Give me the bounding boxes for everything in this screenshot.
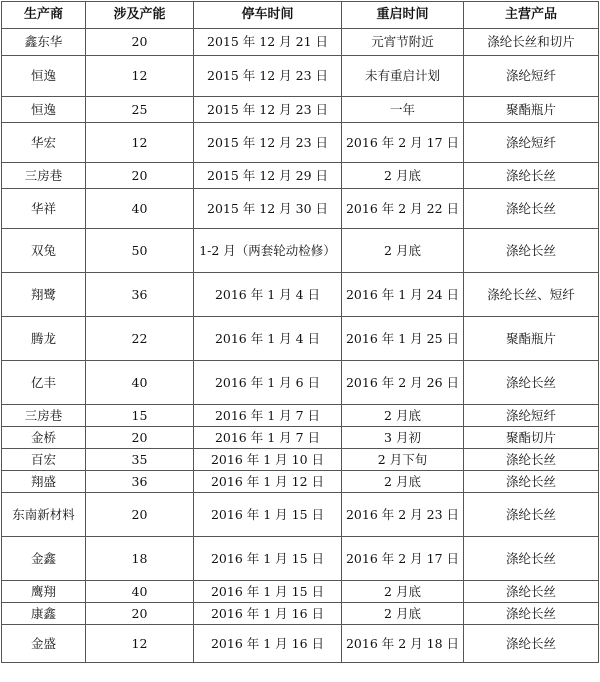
table-row xyxy=(2,29,599,56)
cell-manufacturer: 鹰翔 xyxy=(2,581,86,603)
cell-restart-time: 2016 年 2 月 22 日 xyxy=(342,189,464,229)
cell-restart-time: 未有重启计划 xyxy=(342,56,464,97)
cell-main-product: 涤纶长丝 xyxy=(464,493,599,537)
cell-capacity: 20 xyxy=(86,427,194,449)
cell-main-product: 聚酯切片 xyxy=(464,427,599,449)
cell-restart-time: 2 月下旬 xyxy=(342,449,464,471)
cell-stop-time: 2016 年 1 月 4 日 xyxy=(194,273,342,317)
header-stop-time: 停车时间 xyxy=(194,2,342,29)
cell-capacity: 36 xyxy=(86,273,194,317)
cell-main-product: 涤纶长丝 xyxy=(464,189,599,229)
cell-capacity: 40 xyxy=(86,189,194,229)
cell-main-product: 聚酯瓶片 xyxy=(464,317,599,361)
cell-capacity: 40 xyxy=(86,581,194,603)
cell-manufacturer: 金桥 xyxy=(2,427,86,449)
shutdown-table xyxy=(1,1,599,663)
table-row xyxy=(2,163,599,189)
cell-capacity: 12 xyxy=(86,625,194,663)
cell-restart-time: 2 月底 xyxy=(342,471,464,493)
cell-restart-time: 2 月底 xyxy=(342,603,464,625)
cell-capacity: 25 xyxy=(86,97,194,123)
table-row xyxy=(2,493,599,537)
cell-manufacturer: 双兔 xyxy=(2,229,86,273)
cell-main-product: 涤纶短纤 xyxy=(464,123,599,163)
table-row xyxy=(2,603,599,625)
cell-manufacturer: 翔鹭 xyxy=(2,273,86,317)
cell-restart-time: 2 月底 xyxy=(342,163,464,189)
cell-capacity: 36 xyxy=(86,471,194,493)
cell-main-product: 涤纶长丝 xyxy=(464,163,599,189)
cell-main-product: 涤纶长丝 xyxy=(464,229,599,273)
cell-manufacturer: 恒逸 xyxy=(2,97,86,123)
cell-stop-time: 2015 年 12 月 30 日 xyxy=(194,189,342,229)
cell-restart-time: 一年 xyxy=(342,97,464,123)
cell-stop-time: 2015 年 12 月 21 日 xyxy=(194,29,342,56)
header-main-product: 主营产品 xyxy=(464,2,599,29)
cell-main-product: 涤纶长丝 xyxy=(464,581,599,603)
cell-manufacturer: 金盛 xyxy=(2,625,86,663)
cell-main-product: 涤纶长丝 xyxy=(464,361,599,405)
cell-stop-time: 2015 年 12 月 29 日 xyxy=(194,163,342,189)
table-row xyxy=(2,581,599,603)
cell-main-product: 涤纶长丝和切片 xyxy=(464,29,599,56)
cell-manufacturer: 三房巷 xyxy=(2,405,86,427)
cell-capacity: 15 xyxy=(86,405,194,427)
cell-manufacturer: 百宏 xyxy=(2,449,86,471)
header-manufacturer: 生产商 xyxy=(2,2,86,29)
cell-manufacturer: 华祥 xyxy=(2,189,86,229)
cell-manufacturer: 康鑫 xyxy=(2,603,86,625)
table-row xyxy=(2,97,599,123)
cell-stop-time: 2016 年 1 月 15 日 xyxy=(194,581,342,603)
cell-manufacturer: 亿丰 xyxy=(2,361,86,405)
cell-stop-time: 2016 年 1 月 6 日 xyxy=(194,361,342,405)
table-row xyxy=(2,427,599,449)
cell-capacity: 22 xyxy=(86,317,194,361)
cell-capacity: 40 xyxy=(86,361,194,405)
cell-stop-time: 2015 年 12 月 23 日 xyxy=(194,123,342,163)
cell-restart-time: 2016 年 1 月 24 日 xyxy=(342,273,464,317)
cell-restart-time: 2 月底 xyxy=(342,405,464,427)
header-restart-time: 重启时间 xyxy=(342,2,464,29)
cell-main-product: 涤纶长丝 xyxy=(464,625,599,663)
cell-restart-time: 2016 年 2 月 17 日 xyxy=(342,537,464,581)
cell-restart-time: 3 月初 xyxy=(342,427,464,449)
cell-restart-time: 2016 年 2 月 26 日 xyxy=(342,361,464,405)
table-row xyxy=(2,361,599,405)
cell-stop-time: 2016 年 1 月 7 日 xyxy=(194,427,342,449)
cell-manufacturer: 金鑫 xyxy=(2,537,86,581)
cell-stop-time: 2016 年 1 月 15 日 xyxy=(194,537,342,581)
cell-stop-time: 2016 年 1 月 16 日 xyxy=(194,603,342,625)
cell-manufacturer: 三房巷 xyxy=(2,163,86,189)
header-capacity: 涉及产能 xyxy=(86,2,194,29)
table-row xyxy=(2,189,599,229)
cell-capacity: 20 xyxy=(86,603,194,625)
cell-restart-time: 2016 年 2 月 23 日 xyxy=(342,493,464,537)
table-row xyxy=(2,537,599,581)
cell-capacity: 12 xyxy=(86,123,194,163)
cell-capacity: 35 xyxy=(86,449,194,471)
cell-restart-time: 2016 年 2 月 18 日 xyxy=(342,625,464,663)
cell-main-product: 涤纶短纤 xyxy=(464,405,599,427)
cell-restart-time: 2016 年 1 月 25 日 xyxy=(342,317,464,361)
cell-main-product: 涤纶长丝 xyxy=(464,449,599,471)
cell-manufacturer: 华宏 xyxy=(2,123,86,163)
cell-manufacturer: 恒逸 xyxy=(2,56,86,97)
cell-capacity: 20 xyxy=(86,493,194,537)
cell-main-product: 涤纶长丝 xyxy=(464,471,599,493)
cell-stop-time: 2015 年 12 月 23 日 xyxy=(194,97,342,123)
cell-stop-time: 1-2 月（两套轮动检修） xyxy=(194,229,342,273)
cell-main-product: 涤纶长丝 xyxy=(464,537,599,581)
table-row xyxy=(2,625,599,663)
cell-capacity: 50 xyxy=(86,229,194,273)
table-row xyxy=(2,123,599,163)
cell-main-product: 涤纶长丝、短纤 xyxy=(464,273,599,317)
cell-capacity: 12 xyxy=(86,56,194,97)
cell-stop-time: 2016 年 1 月 10 日 xyxy=(194,449,342,471)
table-row xyxy=(2,449,599,471)
cell-main-product: 聚酯瓶片 xyxy=(464,97,599,123)
table-row xyxy=(2,317,599,361)
table-row xyxy=(2,471,599,493)
cell-stop-time: 2016 年 1 月 15 日 xyxy=(194,493,342,537)
cell-stop-time: 2016 年 1 月 4 日 xyxy=(194,317,342,361)
cell-stop-time: 2016 年 1 月 7 日 xyxy=(194,405,342,427)
cell-stop-time: 2015 年 12 月 23 日 xyxy=(194,56,342,97)
table-row xyxy=(2,56,599,97)
cell-restart-time: 2 月底 xyxy=(342,581,464,603)
cell-manufacturer: 翔盛 xyxy=(2,471,86,493)
cell-main-product: 涤纶长丝 xyxy=(464,603,599,625)
cell-restart-time: 2 月底 xyxy=(342,229,464,273)
cell-manufacturer: 鑫东华 xyxy=(2,29,86,56)
cell-capacity: 20 xyxy=(86,29,194,56)
cell-manufacturer: 腾龙 xyxy=(2,317,86,361)
cell-manufacturer: 东南新材料 xyxy=(2,493,86,537)
cell-stop-time: 2016 年 1 月 16 日 xyxy=(194,625,342,663)
table-row xyxy=(2,229,599,273)
cell-capacity: 18 xyxy=(86,537,194,581)
cell-stop-time: 2016 年 1 月 12 日 xyxy=(194,471,342,493)
table-row xyxy=(2,273,599,317)
table-row xyxy=(2,405,599,427)
header-row xyxy=(2,2,599,29)
cell-restart-time: 元宵节附近 xyxy=(342,29,464,56)
cell-main-product: 涤纶短纤 xyxy=(464,56,599,97)
cell-capacity: 20 xyxy=(86,163,194,189)
cell-restart-time: 2016 年 2 月 17 日 xyxy=(342,123,464,163)
